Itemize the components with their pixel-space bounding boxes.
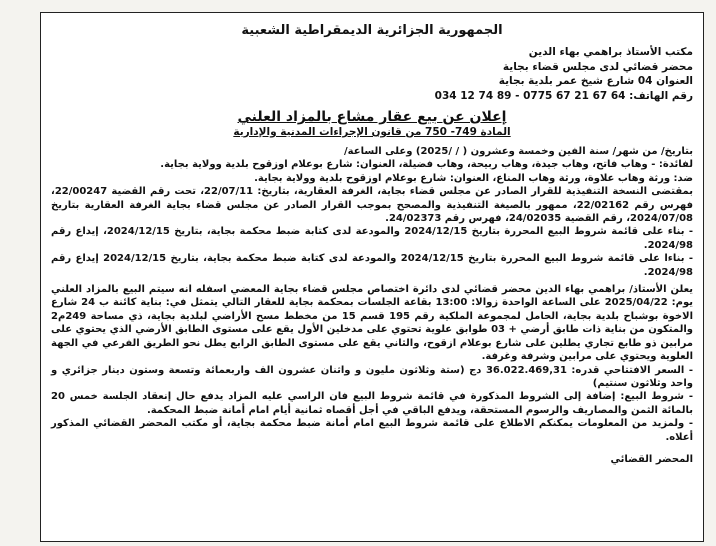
notice-body: [51, 145, 693, 444]
more-information: - ولمزيد من المعلومات يمكنكم الاطلاع على قائمة شروط البيع امام أمانة ضبط محكمة بجاية، أو مكتب المحضر القضائي المذكور أعلاه.: [51, 418, 693, 443]
conditions-deposit-2: - بناءا على قائمة شروط البيع المحررة بتاريخ 2024/12/15 والمودعة لدى كتابة ضبط محكمة بجاية، بتاريخ 2024/12/15 إيداع رقم 2024/98.: [51, 253, 694, 278]
sale-conditions: - شروط البيع: إضافة إلى الشروط المذكورة في قائمة شروط البيع فان الراسي عليه المزاد يدفع حال إنعقاد الجلسة خمس 20 بالمائة الثمن والمصاريف والرسوم المستحقة، ويدفع الباقي في أجل أقصاه ثمانية أيام امام أمانة ضبط المحكمة.: [51, 391, 693, 416]
legal-article: المادة 749- 750 من قانون الإجراءات المدنية والإدارية: [233, 126, 511, 138]
office-address: العنوان 04 شارع شيخ عمر بلدية بجاية: [498, 75, 693, 87]
office-court: محضر قضائي لدى مجلس قضاء بجاية: [502, 60, 693, 73]
bailiff-office-block: [51, 45, 693, 103]
auction-announcement: يعلن الأستاذ/ براهمي بهاء الدين محضر قضائي لدى دائرة اختصاص مجلس قضاء بجاية المعضي اسفله انه سيتم البيع بالمزاد العلني يوم: 2025/04/22 على الساعة الواحدة زوالا: 13:00 بقاعة الجلسات بمحكمة بجاية للعقار التالي يتمثل في: بناية كائنة ب 24 شارع الاخوة بوشباح بلدية بجاية، الحامل لمجموعة الملكية رقم 195 قسم 15 من مخطط مسح الأراضي لبلدية بجاية، ذي مساحة 249م2 والمتكون من بناية ذات طابق أرضي + 03 طوابق علوية تحتوي على مدخلين الأول يقع على مستوى الطابق الأرضي الذي يحتوي على مرابين ذو طابع تجاري يطلين على شارع بوعلام ازقوح، والثاني يقع على مستوى الطابق الرابع يطل نحو الطريق الفرعي في الجهة العلوية ويحتوي على مرابين وشرفة وغرفة.: [51, 284, 694, 363]
opening-price: - السعر الافتتاحي قدره: 36.022.469,31 دج (ستة وثلاثون مليون و واثنان عشرون الف واربعمائة وتسعة وستون دينار جزائري و واحد وثلاثون سنتيم): [51, 364, 693, 389]
court-decision: بمقتضى النسخة التنفيذية للقرار الصادر عن مجلس قضاء بجاية، الغرفة العقارية، بتاريخ: 22/07/11، تحت رقم القضية 22/00247، فهرس رقم 22/02162، ممهور بالصيغة التنفيذية والمصحح بموجب القرار الصادر عن مجلس قضاء بجاية الغرفة العقارية بتاريخ 2024/07/08، رقم القضية 24/02035، فهرس رقم 24/02373.: [51, 186, 693, 225]
defendants: ضد: ورثة وهاب علاوة، ورثة وهاب المناع، العنوان: شارع بوعلام اوزقوح بلدية وولاية بجاية.: [254, 172, 693, 184]
office-phone: رقم الهاتف: 64 67 21 67 0775 - 89 74 12 034: [434, 89, 693, 102]
conditions-deposit-1: - بناء على قائمة شروط البيع المحررة بتاريخ 2024/12/15 والمودعة لدى كتابة ضبط محكمة بجاية، بتاريخ 2024/12/15، إيداع رقم 2024/98.: [51, 226, 693, 251]
republic-heading: الجمهورية الجزائرية الديمقراطية الشعبية: [241, 23, 503, 38]
beneficiaries: لفائدة: - وهاب فاتح، وهاب جيدة، وهاب ربيحة، وهاب فضيلة، العنوان: شارع بوعلام اوزقوح بلدية وولاية بجاية.: [160, 159, 693, 171]
legal-notice-document: [40, 12, 704, 542]
office-name: مكتب الأستاذ براهمي بهاء الدين: [528, 46, 693, 58]
notice-title: إعلان عن بيع عقار مشاع بالمزاد العلني: [237, 109, 507, 125]
bailiff-signature-label: المحضر القضائي: [610, 453, 693, 465]
notice-date-line: بتاريخ/ من شهر/ سنة الفين وخمسة وعشرون ( / /2025) وعلى الساعة/: [344, 146, 693, 157]
